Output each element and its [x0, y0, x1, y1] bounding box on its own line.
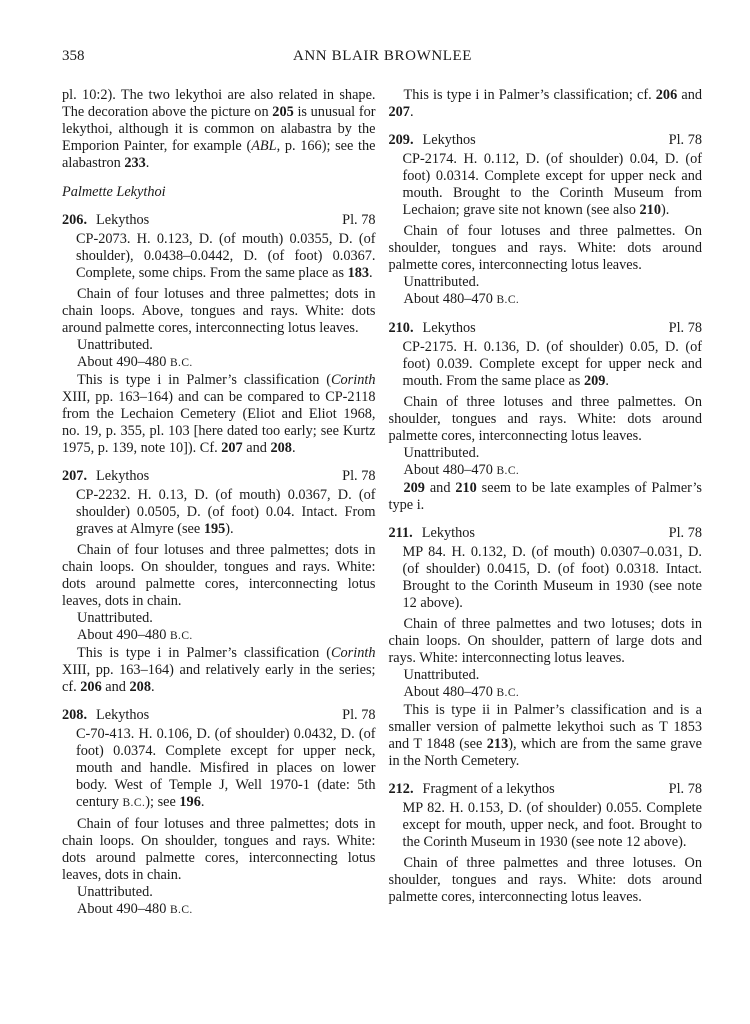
- catalog-number-ref: 233: [124, 155, 146, 171]
- text-run: XIII, pp. 163–164) and relatively early in the series; cf.: [62, 662, 376, 695]
- body-paragraph: [62, 542, 376, 610]
- entry-number: 212.: [388, 781, 414, 797]
- page-number: 358: [62, 48, 85, 64]
- catalog-number-ref: 208: [270, 440, 292, 456]
- catalog-number-ref: 213: [486, 736, 509, 752]
- section-heading: Palmette Lekythoi: [62, 184, 166, 200]
- text-run: seem to be late examples of Palmer’s type i.: [388, 480, 702, 513]
- left-column: [62, 87, 376, 919]
- plate-reference: Pl. 78: [342, 707, 376, 723]
- body-paragraph: [62, 354, 376, 372]
- body-paragraph: [389, 616, 703, 667]
- body-paragraph: [389, 667, 703, 684]
- plate-reference: Pl. 78: [668, 320, 702, 336]
- text-run: Unattributed.: [77, 884, 153, 900]
- body-paragraph: [389, 855, 703, 906]
- body-paragraph: [389, 291, 703, 309]
- catalog-entry-heading: [389, 781, 703, 798]
- body-paragraph: [62, 372, 376, 457]
- body-paragraph: [389, 684, 703, 702]
- italic-text: Corinth: [331, 372, 376, 388]
- catalog-entry-heading: [62, 707, 376, 724]
- text-run: ), which are from the same grave in the North Cemetery.: [388, 736, 703, 769]
- body-paragraph: [62, 87, 376, 172]
- catalog-number-ref: 209: [583, 373, 606, 389]
- body-paragraph: [62, 884, 376, 901]
- catalog-number-ref: 208: [129, 679, 151, 695]
- text-run: About 490–480: [77, 627, 170, 643]
- entry-number: 210.: [388, 320, 414, 336]
- catalog-number-ref: 207: [388, 104, 410, 120]
- catalog-entry-heading: [62, 468, 376, 485]
- text-run: About 480–470: [403, 291, 497, 307]
- catalog-number-ref: 206: [655, 87, 678, 103]
- entry-number: 209.: [388, 132, 414, 148]
- text-run: CP-2174. H. 0.112, D. (of shoulder) 0.04, D. (of foot) 0.0314. Complete except for upper neck and mouth. Brought to the Corinth Museum from Lechaion; grave site not known (see also: [402, 151, 702, 218]
- plate-reference: Pl. 78: [668, 781, 702, 797]
- measurements-paragraph: [76, 487, 376, 538]
- text-run: Chain of four lotuses and three palmettes. On shoulder, tongues and rays. White: dots around palmette cores, interconnecting lotus leaves.: [388, 223, 702, 273]
- measurements-paragraph: [76, 726, 376, 812]
- text-run: Chain of four lotuses and three palmettes; dots in chain loops. On shoulder, tongues and rays. White: dots around palmette cores, interconnecting lotus leaves, dots in chain.: [62, 816, 376, 883]
- text-run: Unattributed.: [403, 445, 480, 461]
- catalog-number-ref: 196: [179, 794, 201, 810]
- text-run: Unattributed.: [77, 610, 153, 626]
- text-run: This is type i in Palmer’s classification; cf.: [403, 87, 656, 103]
- small-caps-text: B.C.: [169, 630, 193, 642]
- body-paragraph: [62, 627, 376, 645]
- text-run: .: [150, 679, 155, 695]
- entry-title: Lekythos: [422, 320, 476, 336]
- body-paragraph: [62, 816, 376, 884]
- text-run: This is type ii in Palmer’s classification and is a smaller version of palmette lekythoi such as T 1853 and T 1848 (see: [388, 702, 702, 752]
- catalog-number-ref: 210: [455, 480, 477, 496]
- catalog-number-ref: 209: [403, 480, 425, 496]
- catalog-number-ref: 205: [272, 104, 294, 120]
- body-paragraph: [389, 274, 703, 291]
- entry-title: Lekythos: [96, 707, 150, 723]
- text-run: About 480–470: [403, 462, 497, 478]
- text-run: CP-2073. H. 0.123, D. (of mouth) 0.0355, D. (of shoulder), 0.0438–0.0442, D. (of foot) 0.0367. Complete, some chips. From the same place as: [76, 231, 376, 281]
- catalog-entry-heading: [389, 132, 703, 149]
- catalog-entry-heading: [389, 320, 703, 337]
- catalog-number-ref: 195: [203, 521, 226, 537]
- text-run: About 490–480: [77, 354, 170, 370]
- text-run: , p. 166); see the alabastron: [62, 138, 376, 171]
- right-column: [389, 87, 703, 906]
- running-header: [62, 48, 703, 65]
- body-paragraph: [62, 901, 376, 919]
- entry-number: 207.: [62, 468, 88, 484]
- small-caps-text: B.C.: [496, 687, 520, 699]
- text-run: and: [242, 440, 271, 456]
- italic-text: Corinth: [331, 645, 376, 661]
- entry-number: 208.: [62, 707, 88, 723]
- entry-title: Lekythos: [422, 132, 476, 148]
- text-run: is unusual for lekythoi, although it is common on alabastra by the Emporion Painter, for example (: [62, 104, 376, 154]
- entry-title: Lekythos: [96, 212, 150, 228]
- body-paragraph: [62, 286, 376, 337]
- two-column-body: [62, 87, 703, 919]
- text-run: Unattributed.: [403, 667, 480, 683]
- measurements-paragraph: [403, 151, 703, 219]
- text-run: and: [424, 480, 456, 496]
- catalog-number-ref: 207: [221, 440, 243, 456]
- body-paragraph: [389, 394, 703, 445]
- body-paragraph: [389, 445, 703, 462]
- catalog-entry-heading: [62, 212, 376, 229]
- body-paragraph: [389, 462, 703, 480]
- body-paragraph: [389, 702, 703, 770]
- text-run: ); see: [145, 794, 180, 810]
- text-run: Chain of four lotuses and three palmettes; dots in chain loops. On shoulder, tongues and rays. White: dots around palmette cores, interconnecting lotus leaves, dots in chain.: [62, 542, 376, 609]
- catalog-number-ref: 183: [347, 265, 370, 281]
- small-caps-text: B.C.: [169, 357, 193, 369]
- running-head-author: ANN BLAIR BROWNLEE: [292, 48, 473, 64]
- text-run: About 490–480: [77, 901, 170, 917]
- measurements-paragraph: [76, 231, 376, 282]
- entry-title: Lekythos: [421, 525, 475, 541]
- body-paragraph: [62, 645, 376, 696]
- text-run: .: [291, 440, 296, 456]
- body-paragraph: [389, 480, 703, 514]
- text-run: CP-2175. H. 0.136, D. (of shoulder) 0.05, D. (of foot) 0.039. Complete except for upper neck and mouth. From the same place as: [402, 339, 702, 389]
- body-paragraph: [62, 610, 376, 627]
- catalog-entry-heading: [389, 525, 703, 542]
- body-paragraph: [389, 87, 703, 121]
- text-run: Chain of four lotuses and three palmettes; dots in chain loops. Above, tongues and rays. White: dots around palmette cores, interconnecting lotus leaves.: [62, 286, 376, 336]
- small-caps-text: B.C.: [496, 465, 520, 477]
- text-run: This is type i in Palmer’s classification (: [77, 372, 331, 388]
- text-run: .: [145, 155, 150, 171]
- text-run: Unattributed.: [77, 337, 153, 353]
- small-caps-text: B.C.: [496, 294, 520, 306]
- text-run: pl. 10:2). The two lekythoi are also related in shape. The decoration above the picture on: [62, 87, 376, 120]
- text-run: ).: [225, 521, 234, 537]
- entry-title: Fragment of a lekythos: [422, 781, 555, 797]
- text-run: MP 82. H. 0.153, D. (of shoulder) 0.055. Complete except for mouth, upper neck, and foot. Brought to the Corinth Museum in 1930 (see note 12 above).: [402, 800, 702, 850]
- text-run: and: [677, 87, 702, 103]
- text-run: .: [605, 373, 609, 389]
- measurements-paragraph: [403, 339, 703, 390]
- measurements-paragraph: [403, 800, 703, 851]
- measurements-paragraph: [403, 544, 703, 612]
- text-run: C-70-413. H. 0.106, D. (of shoulder) 0.0432, D. (of foot) 0.0374. Complete except for upper neck, mouth and handle. Misfired in places on lower body. West of Temple J, Well 1970-1 (date: 5th century: [76, 726, 376, 810]
- entry-number: 211.: [388, 525, 413, 541]
- body-paragraph: [62, 337, 376, 354]
- text-run: and: [101, 679, 130, 695]
- body-paragraph: [389, 223, 703, 274]
- plate-reference: Pl. 78: [668, 132, 702, 148]
- plate-reference: Pl. 78: [342, 468, 376, 484]
- plate-reference: Pl. 78: [342, 212, 376, 228]
- text-run: .: [409, 104, 414, 120]
- text-run: .: [369, 265, 373, 281]
- text-run: This is type i in Palmer’s classification (: [77, 645, 331, 661]
- catalog-number-ref: 210: [639, 202, 661, 218]
- small-caps-text: B.C.: [122, 797, 146, 809]
- text-run: .: [200, 794, 205, 810]
- small-caps-text: B.C.: [169, 904, 193, 916]
- text-run: About 480–470: [403, 684, 497, 700]
- text-run: MP 84. H. 0.132, D. (of mouth) 0.0307–0.031, D. (of shoulder) 0.0415, D. (of foot) 0.0318. Intact. Brought to the Corinth Museum in 1930 (see note 12 above).: [402, 544, 702, 611]
- text-run: Unattributed.: [403, 274, 480, 290]
- text-run: Chain of three palmettes and three lotuses. On shoulder, tongues and rays. White: dots around palmette cores, interconnecting lotus leaves.: [388, 855, 702, 905]
- entry-number: 206.: [62, 212, 88, 228]
- text-run: Chain of three palmettes and two lotuses; dots in chain loops. On shoulder, pattern of large dots and rays. White: interconnecting lotus leaves.: [388, 616, 702, 666]
- text-run: ).: [660, 202, 670, 218]
- entry-title: Lekythos: [96, 468, 150, 484]
- plate-reference: Pl. 78: [668, 525, 702, 541]
- text-run: Chain of three lotuses and three palmettes. On shoulder, tongues and rays. White: dots around palmette cores, interconnecting lotus leaves.: [388, 394, 702, 444]
- italic-text: ABL: [251, 138, 277, 154]
- text-run: XIII, pp. 163–164) and can be compared to CP-2118 from the Lechaion Cemetery (Eliot and Eliot 1968, no. 19, p. 355, pl. 103 [here dated too early; see Kurtz 1975, p. 139, note 10]). Cf.: [62, 389, 376, 456]
- catalog-number-ref: 206: [80, 679, 102, 695]
- text-run: CP-2232. H. 0.13, D. (of mouth) 0.0367, D. (of shoulder) 0.0505, D. (of foot) 0.04. Intact. From graves at Almyre (see: [76, 487, 376, 537]
